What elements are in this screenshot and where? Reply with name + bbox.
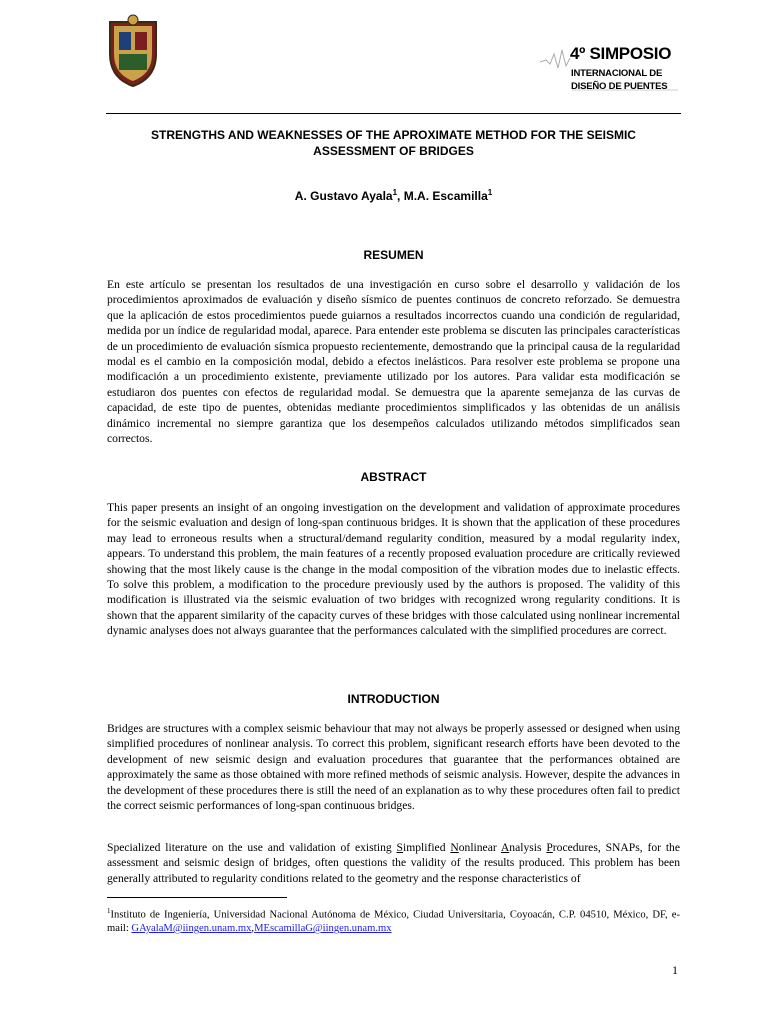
para2-letter-p: P <box>546 841 553 854</box>
para2-part-d: nalysis <box>509 841 547 854</box>
symposium-subtitle-line1: INTERNACIONAL DE <box>571 68 663 79</box>
resumen-text: En este artículo se presentan los resultados de una investigación en curso sobre el desarrollo y validación de los procedimientos aproximados de evaluación y diseño sísmico de puentes continuos de concreto reforzado. Se demuestra que la aplicación de estos procedimientos puede guiarnos a resultados incorrectos cuando una condición de regularidad, medida por un índice de regularidad modal, aparece. Para entender este problema se discuten las principales características de un procedimiento de evaluación sísmica propuesto recientemente, demostrando que la principal causa de la regularidad modal es el cambio en la composición modal, debido a efectos inelásticos. Para resolver este problema se propone una modificación a un procedimiento existente, previamente utilizado por los autores. Para validar esta modificación se estudiaron dos puentes con efectos de regularidad modal. Se demuestra que la aparente semejanza de las curvas de capacidad, de este tipo de puentes, obtenidas mediante procedimientos simplificados y las obtenidas de un análisis dinámico incremental no siempre garantiza que los desempeños calculados utilizando métodos simplificados sean correctos. <box>107 278 680 446</box>
resumen-heading: RESUMEN <box>363 248 424 262</box>
paper-title <box>106 127 681 159</box>
page-number: 1 <box>672 963 678 977</box>
authors <box>106 188 681 203</box>
symposium-subtitle-line2: DISEÑO DE PUENTES <box>571 81 668 92</box>
para2-part-c: onlinear <box>458 841 501 854</box>
para2-letter-a: A <box>500 841 510 854</box>
para2-part-a: Specialized literature on the use and validation of existing <box>107 841 397 854</box>
email-link-ayala[interactable]: GAyalaM@iingen.unam.mx <box>131 923 252 935</box>
email-link-escamilla[interactable]: MEscamillaG@iingen.unam.mx <box>254 923 392 935</box>
email-separator: , <box>251 923 255 935</box>
para2-part-b: implified <box>402 841 451 854</box>
author-1-affiliation: 1 <box>392 188 398 197</box>
para2-letter-s: S <box>396 841 403 854</box>
introduction-heading: INTRODUCTION <box>347 692 440 706</box>
footnote-divider <box>107 897 287 898</box>
abstract-text: This paper presents an insight of an ongoing investigation on the development and validation of approximate procedures for the seismic evaluation and design of long-span continuous bridges. It is shown that the application of these procedures may lead to erroneous results when a structural/demand regularity condition, measured by a modal regularity index, appears. To understand this problem, the main features of a recently proposed evaluation procedure are critically reviewed showing that the most likely cause is the change in the modal composition of the vibration modes due to inelastic effects. To solve this problem, a modification to the procedure previously used by the authors is proposed. The validity of this modification is illustrated via the seismic evaluation of two bridges with recognized wrong regularity conditions. It is shown that the apparent similarity of the capacity curves of these bridges with those calculated using nonlinear incremental dynamic analyses does not always guarantee that the performances calculated with the simplified procedures are correct. <box>107 501 680 638</box>
university-seal-logo <box>104 14 162 90</box>
footnote <box>107 905 680 936</box>
footnote-text: Instituto de Ingeniería, Universidad Nacional Autónoma de México, Ciudad Universitaria, Coyoacán, C.P. 04510, México, DF, e-mail: <box>107 909 680 935</box>
author-2-affiliation: 1 <box>487 188 493 197</box>
introduction-paragraph-1: Bridges are structures with a complex seismic behaviour that may not always be properly assessed or designed when using simplified procedures of nonlinear analysis. To correct this problem, significant research efforts have been devoted to the development of new seismic design and evaluation procedures that guarantee that the performances obtained are approximately the same as those obtained with more refined methods of seismic analysis. However, despite the advances in the development of these procedures there is still the need of an explanation as to why these procedures often fail to predict the correct seismic performances of long-span continuous bridges. <box>107 722 680 813</box>
para2-part-e: rocedures, SNAPs, for the assessment and seismic design of bridges, often questions the validity of the results produced. This problem has been generally attributed to regularity conditions related to the geometry and the response characteristics of <box>107 841 680 885</box>
author-2: , M.A. Escamilla <box>397 189 488 203</box>
para2-letter-n: N <box>450 841 459 854</box>
symposium-title: 4º SIMPOSIO <box>570 44 672 63</box>
author-1: A. Gustavo Ayala <box>294 189 393 203</box>
footnote-marker: 1 <box>107 907 111 915</box>
header-divider <box>106 113 681 114</box>
paper-title-line1: STRENGTHS AND WEAKNESSES OF THE APROXIMATE METHOD FOR THE SEISMIC <box>151 128 636 142</box>
introduction-paragraph-2 <box>107 840 680 886</box>
paper-title-line2: ASSESSMENT OF BRIDGES <box>313 144 474 158</box>
abstract-heading: ABSTRACT <box>360 470 427 484</box>
